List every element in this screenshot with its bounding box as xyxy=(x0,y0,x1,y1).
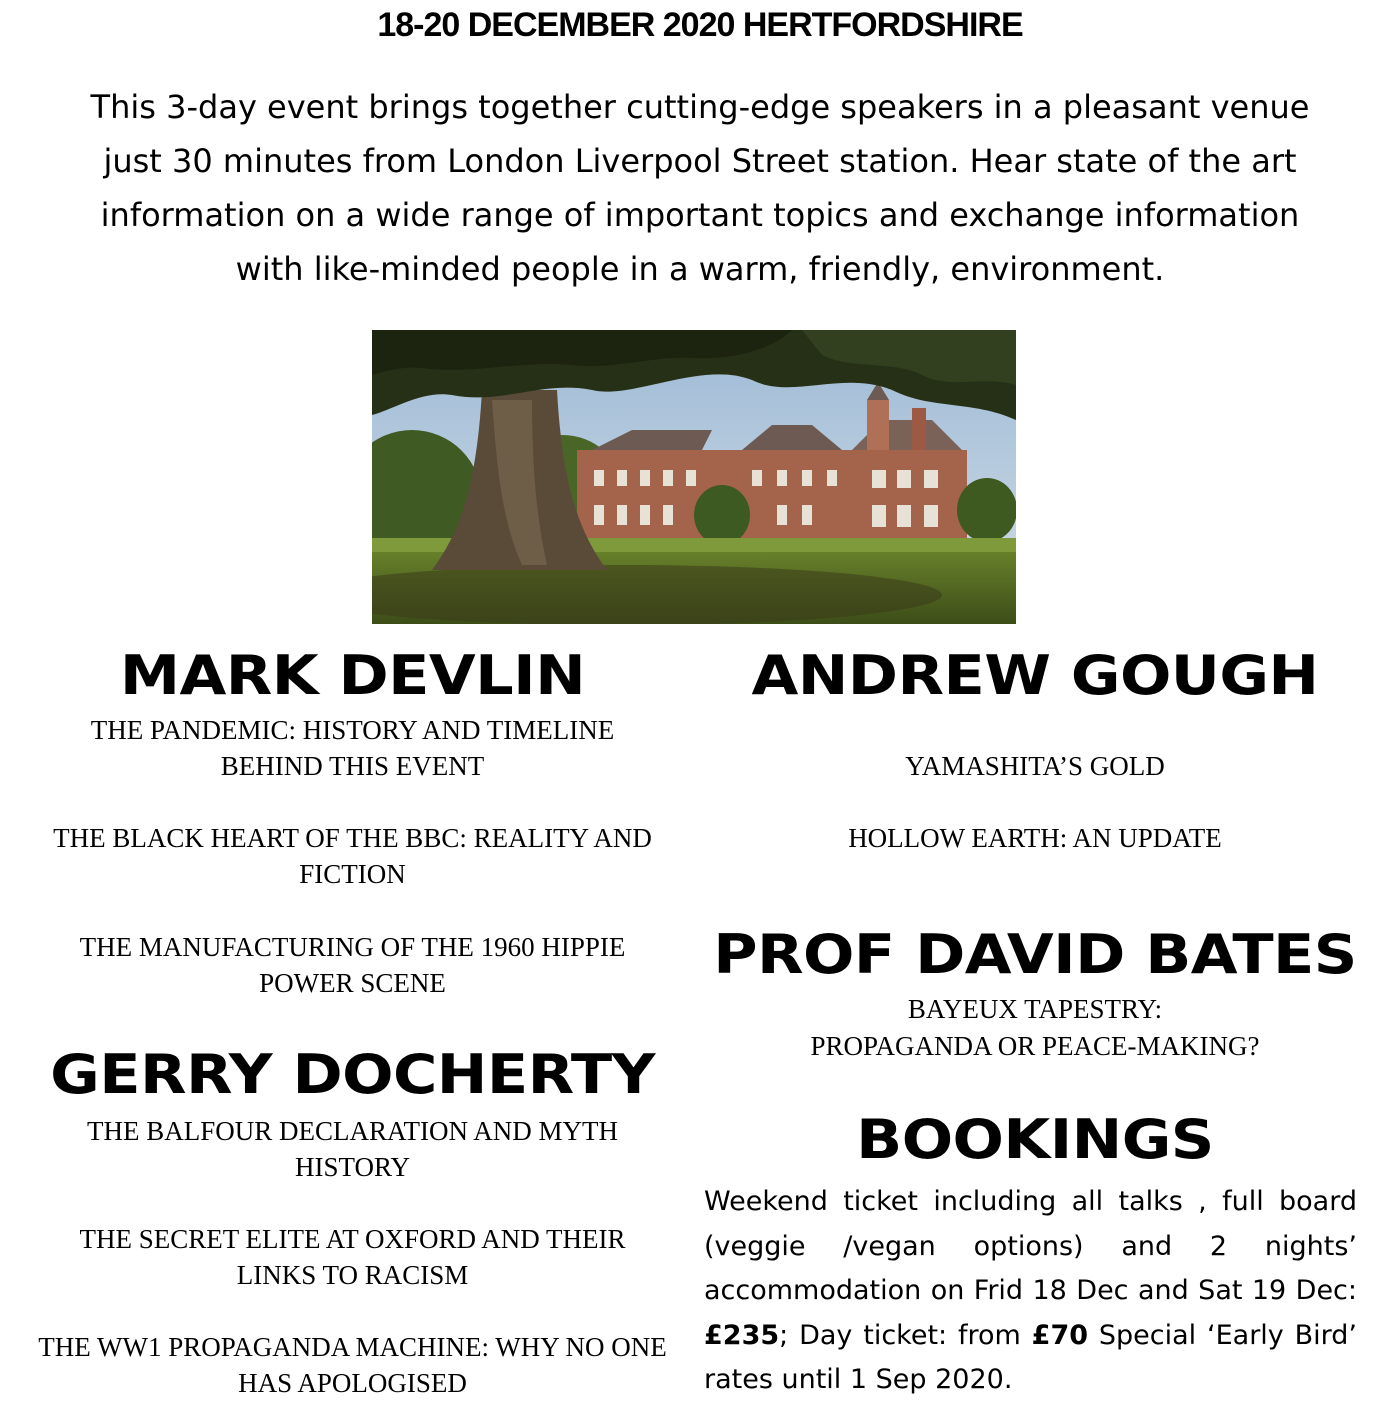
event-date-location: 18-20 DECEMBER 2020 HERTFORDSHIRE xyxy=(377,6,1023,44)
bookings-text: Special ‘Early Bird’ rates until 1 Sep 2020. xyxy=(704,1319,1357,1395)
talk-title: THE MANUFACTURING OF THE 1960 HIPPIE POWER SCENE xyxy=(79,932,626,998)
bookings-details xyxy=(704,1180,1357,1403)
speaker-name-david-bates: PROF DAVID BATES xyxy=(713,923,1357,986)
venue-photo xyxy=(372,330,1016,624)
talk-title: THE BALFOUR DECLARATION AND MYTH HISTORY xyxy=(87,1116,618,1182)
event-intro xyxy=(50,80,1350,296)
intro-line: with like-minded people in a warm, friendly, environment. xyxy=(235,250,1165,288)
venue-photo-illustration xyxy=(372,330,1016,624)
bookings-text: Weekend ticket including all talks , full board (veggie /vegan options) and 2 nights’ accommodation on Frid 18 Dec and Sat 19 Dec: xyxy=(704,1186,1357,1306)
weekend-price: £235 xyxy=(704,1319,780,1351)
speaker-name-andrew-gough: ANDREW GOUGH xyxy=(751,644,1319,707)
speaker-name-mark-devlin: MARK DEVLIN xyxy=(119,644,586,707)
talk-title: HOLLOW EARTH: AN UPDATE xyxy=(848,823,1222,853)
talk-title: THE BLACK HEART OF THE BBC: REALITY AND FICTION xyxy=(53,823,652,889)
talk-title-line: PROPAGANDA OR PEACE-MAKING? xyxy=(810,1031,1260,1061)
intro-line: just 30 minutes from London Liverpool Street station. Hear state of the art xyxy=(103,142,1297,180)
talk-title: THE PANDEMIC: HISTORY AND TIMELINE BEHIND THIS EVENT xyxy=(90,715,615,781)
talk-title: YAMASHITA’S GOLD xyxy=(905,751,1165,781)
day-price: £70 xyxy=(1031,1319,1089,1351)
bookings-heading: BOOKINGS xyxy=(856,1108,1214,1171)
speaker-name-gerry-docherty: GERRY DOCHERTY xyxy=(50,1043,655,1106)
intro-line: information on a wide range of important topics and exchange information xyxy=(100,196,1300,234)
intro-line: This 3-day event brings together cutting-edge speakers in a pleasant venue xyxy=(90,88,1310,126)
talk-title: THE WW1 PROPAGANDA MACHINE: WHY NO ONE HAS APOLOGISED xyxy=(38,1332,667,1398)
talk-title: THE SECRET ELITE AT OXFORD AND THEIR LINKS TO RACISM xyxy=(79,1224,626,1290)
talk-title-line: BAYEUX TAPESTRY: xyxy=(907,994,1163,1024)
bookings-text: ; Day ticket: from xyxy=(779,1319,1032,1351)
